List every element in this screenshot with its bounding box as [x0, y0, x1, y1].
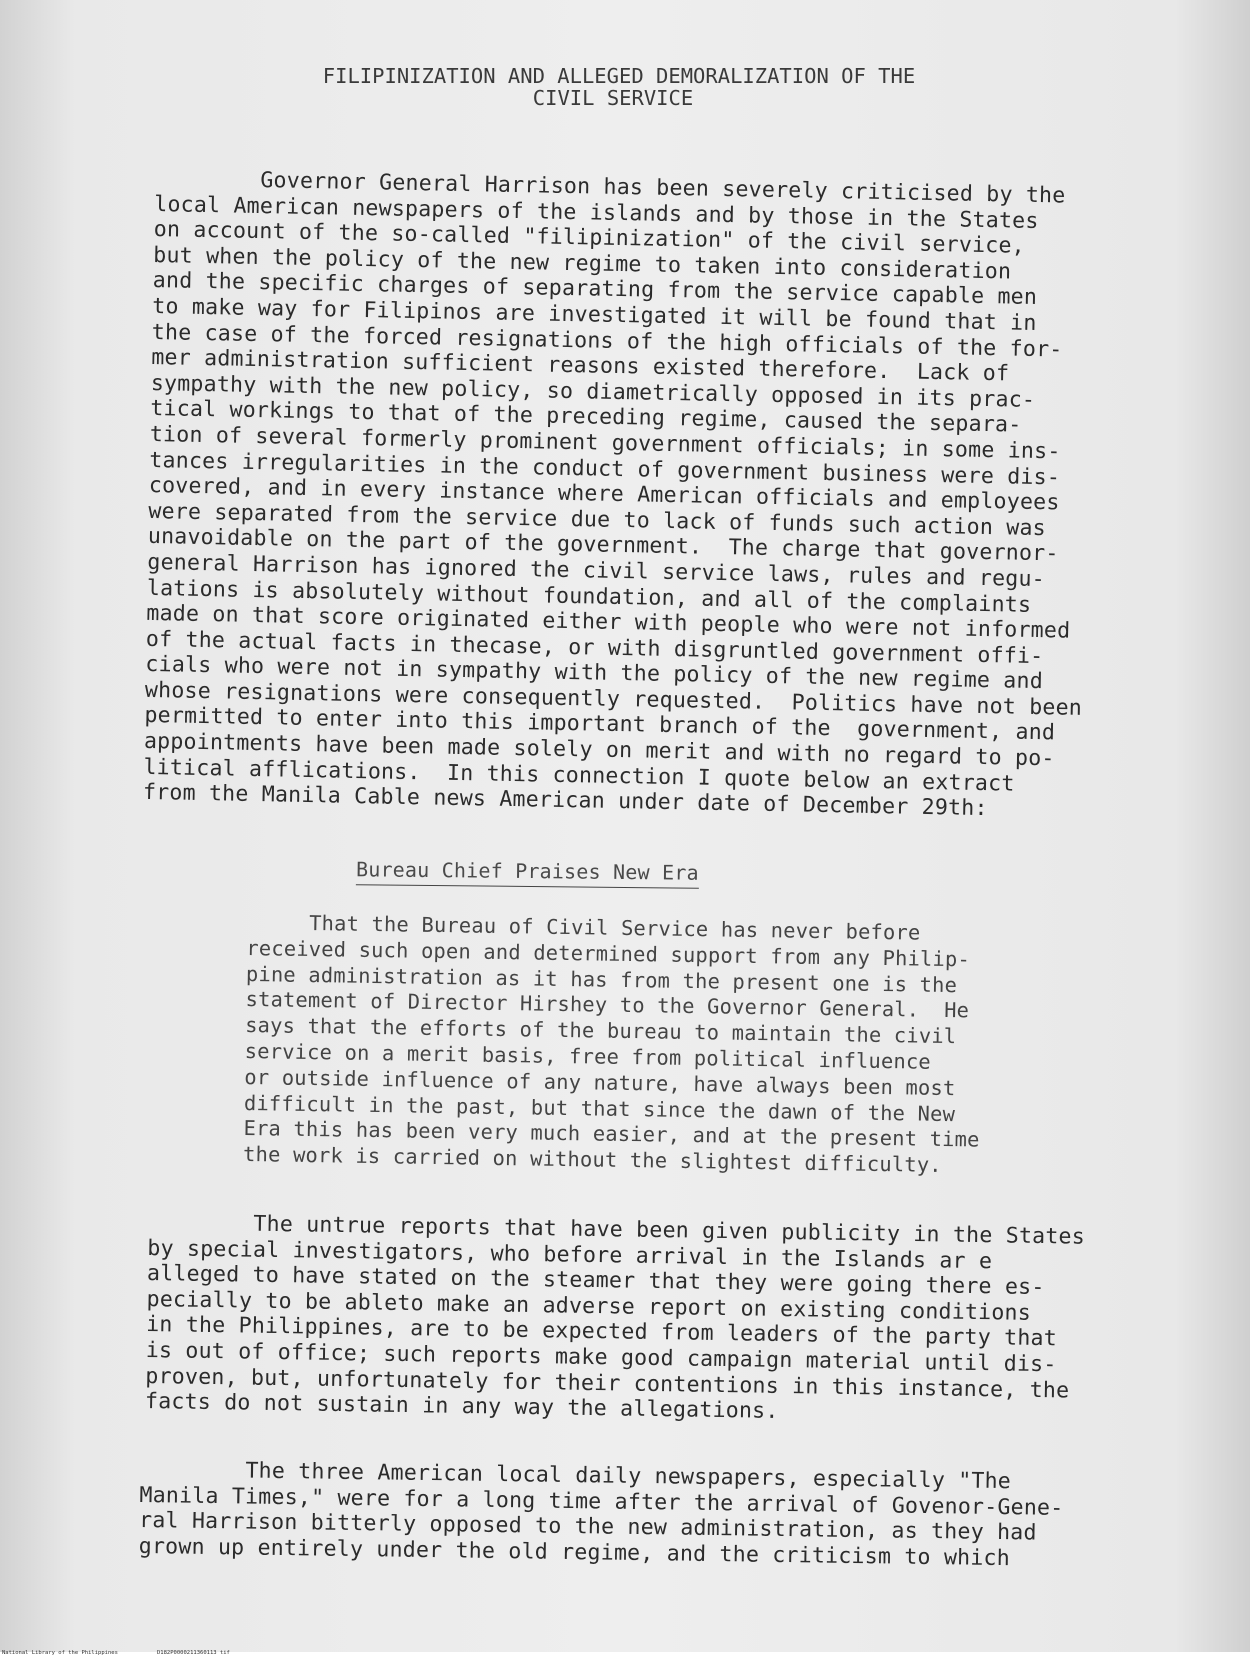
document-title-line2: CIVIL SERVICE [532, 86, 694, 110]
quoted-extract: That the Bureau of Civil Service has never before received such open and determined support from any Philip- pine administration as it has from the present one is the statement of Director Hirshey to the Governor General. He says that the efforts of the bureau to maintain the civil service on a merit basis, free from political influence or outside influence of any nature, have always been most difficult in the past, but that since the dawn of the New Era this has been very much easier, and at the present time the work is carried on without the slightest difficulty. [242, 910, 980, 1178]
paragraph-2: The untrue reports that have been given publicity in the States by special investigators, who before arrival in the Islands ar e alleged to have stated on the steamer that they were going there es- pecially to be ableto make an adverse report on existing conditions in the Philippines, are to be expected from leaders of the party that is out of office; such reports make good campaign material until dis- proven, but, unfortunately for their contentions in this instance, the facts do not sustain in any way the allegations. [144, 1210, 1086, 1425]
scan-footer-library: National Library of the Philippines [2, 1650, 118, 1656]
document-title-line1: FILIPINIZATION AND ALLEGED DEMORALIZATION OF THE [322, 64, 916, 88]
paragraph-1: Governor General Harrison has been severely criticised by the local American newspapers of the islands and by those in the States on account of the so-called "filipinization" of the civil service, but when the policy of the new regime to taken into consideration and the specific charges of separating from the service capable men to make way for Filipinos are investigated it will be found that in the case of the forced resignations of the high officials of the for- mer administration sufficient reasons existed therefore. Lack of sympathy with the new policy, so diametrically opposed in its prac- tical workings to that of the preceding regime, caused the separa- tion of several formerly prominent government officials; in some ins- tances irregularities in the conduct of government business were dis- covered, and in every instance where American officials and employees were separated from the service due to lack of funds such action was unavoidable on the part of the government. The charge that governor- general Harrison has ignored the civil service laws, rules and regu- lations is absolutely without foundation, and all of the complaints made on that score originated either with people who were not informed of the actual facts in thecase, or with disgruntled government offi- cials who were not in sympathy with the policy of the new regime and whose resignations were consequently requested. Politics have not been permitted to enter into this important branch of the government, and appointments have been made solely on merit and with no regard to po- litical afflications. In this connection I quote below an extract from the Manila Cable news American under date of December 29th: [142, 166, 1083, 822]
paragraph-3: The three American local daily newspapers, especially "The Manila Times," were for a long time after the arrival of Govenor-Gene- ral Harrison bitterly opposed to the new administration, as they had grown up entirely under the old regime, and the criticism to which [138, 1457, 1064, 1571]
scan-footer-file-id: D182P0000211360113 tif [157, 1650, 230, 1656]
quote-subheading: Bureau Chief Praises New Era [356, 857, 699, 889]
